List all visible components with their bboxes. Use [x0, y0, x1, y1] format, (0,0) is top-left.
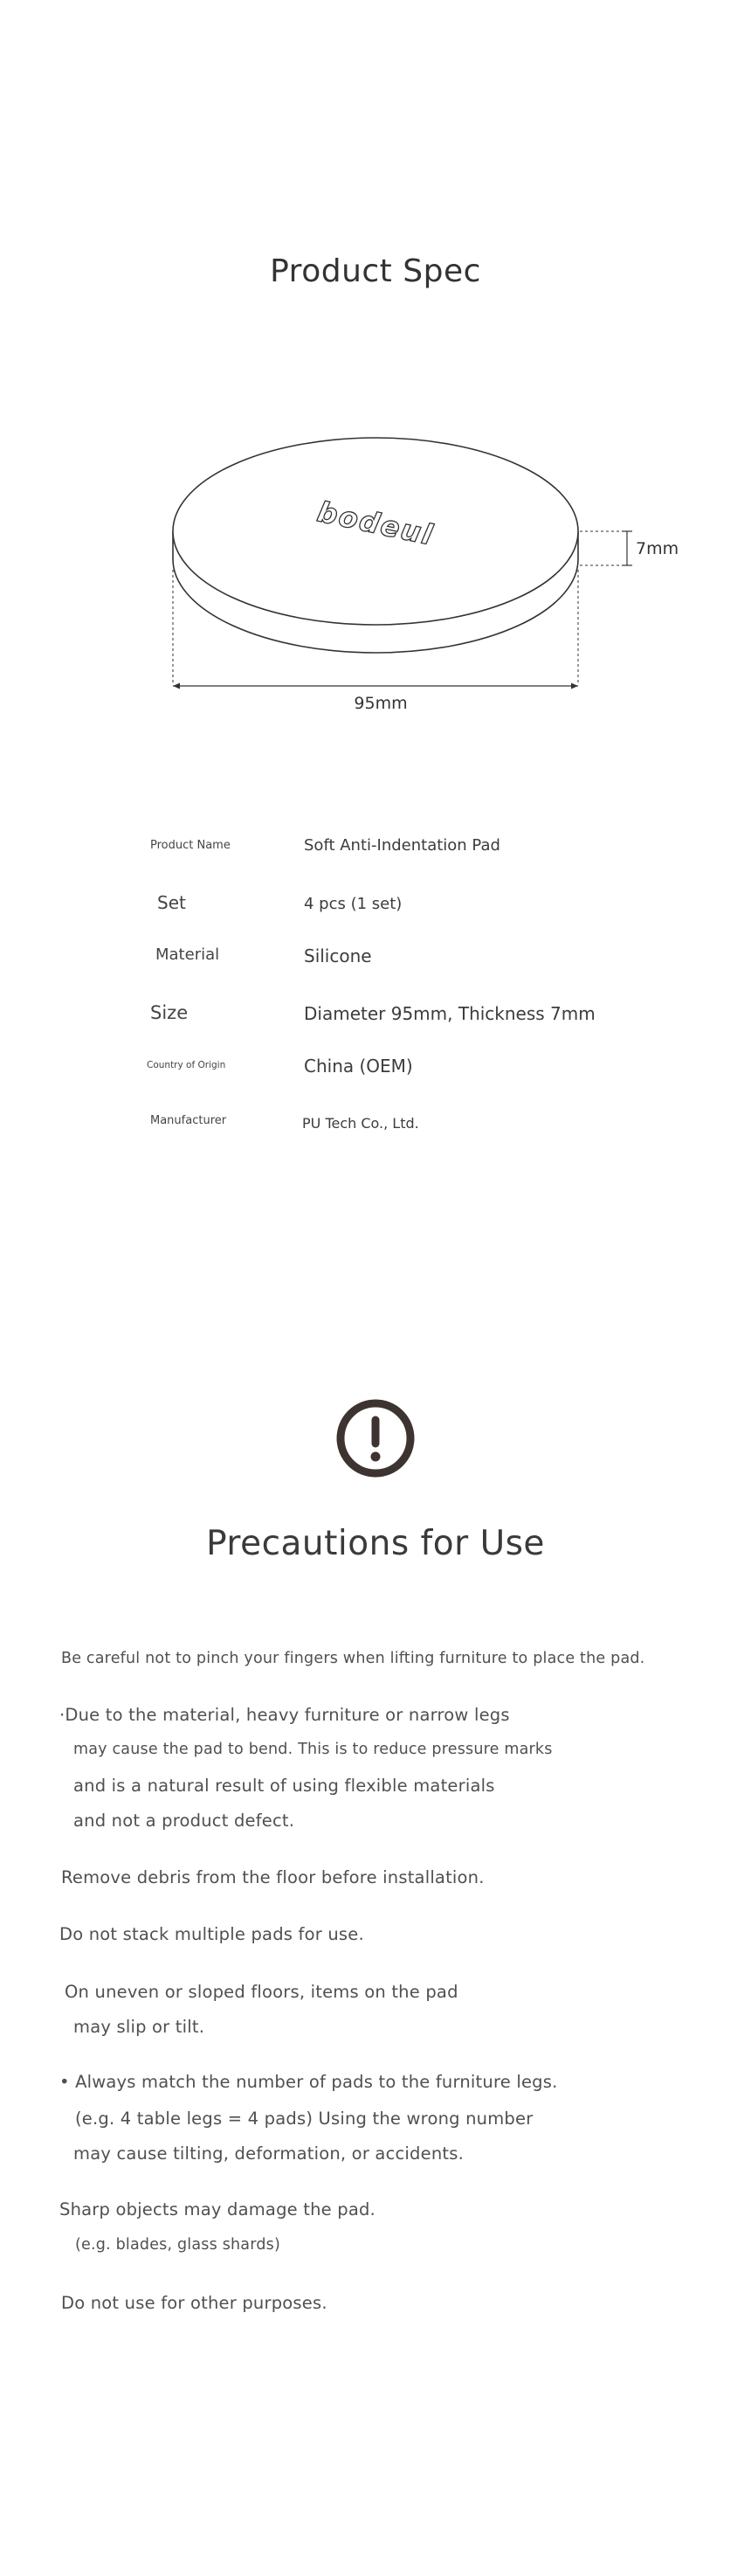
- precaution-line: may cause the pad to bend. This is to reduce pressure marks: [73, 1741, 553, 1758]
- spec-label-material: Material: [155, 945, 220, 964]
- spec-value-product-name: Soft Anti-Indentation Pad: [304, 836, 500, 855]
- spec-value-set: 4 pcs (1 set): [304, 895, 403, 913]
- exclamation-circle-icon: [332, 1395, 419, 1482]
- spec-label-manufacturer: Manufacturer: [150, 1114, 227, 1127]
- spec-label-product-name: Product Name: [150, 839, 231, 852]
- precaution-line: • Always match the number of pads to the furniture legs.: [59, 2072, 558, 2092]
- precaution-line: Do not stack multiple pads for use.: [59, 1924, 364, 1944]
- precaution-line: and is a natural result of using flexible materials: [73, 1776, 495, 1796]
- precaution-line: Do not use for other purposes.: [61, 2293, 327, 2313]
- spec-label-size: Size: [150, 1002, 189, 1023]
- precaution-line: (e.g. blades, glass shards): [75, 2236, 280, 2254]
- precaution-line: Remove debris from the floor before installation.: [61, 1867, 485, 1887]
- precaution-line: (e.g. 4 table legs = 4 pads) Using the wrong number: [75, 2109, 534, 2129]
- thickness-label: 7mm: [636, 539, 679, 558]
- spec-value-country: China (OEM): [304, 1056, 413, 1077]
- precaution-line: Be careful not to pinch your fingers when lifting furniture to place the pad.: [61, 1650, 645, 1667]
- precaution-line: ·Due to the material, heavy furniture or narrow legs: [59, 1705, 510, 1725]
- diameter-label: 95mm: [354, 694, 408, 713]
- precaution-line: and not a product defect.: [73, 1811, 295, 1831]
- precaution-line: Sharp objects may damage the pad.: [59, 2199, 376, 2219]
- pad-logo: bodeul: [314, 495, 438, 552]
- spec-label-set: Set: [157, 892, 186, 913]
- spec-value-material: Silicone: [304, 945, 372, 966]
- precaution-line: On uneven or sloped floors, items on the pad: [65, 1982, 458, 2002]
- spec-label-country: Country of Origin: [147, 1060, 226, 1070]
- spec-value-manufacturer: PU Tech Co., Ltd.: [302, 1115, 419, 1132]
- spec-title: Product Spec: [270, 253, 481, 289]
- spec-value-size: Diameter 95mm, Thickness 7mm: [304, 1003, 596, 1024]
- precaution-line: may cause tilting, deformation, or accidents.: [73, 2143, 464, 2164]
- precaution-line: may slip or tilt.: [73, 2017, 205, 2037]
- precautions-title: Precautions for Use: [206, 1524, 545, 1563]
- product-diagram: [157, 419, 699, 734]
